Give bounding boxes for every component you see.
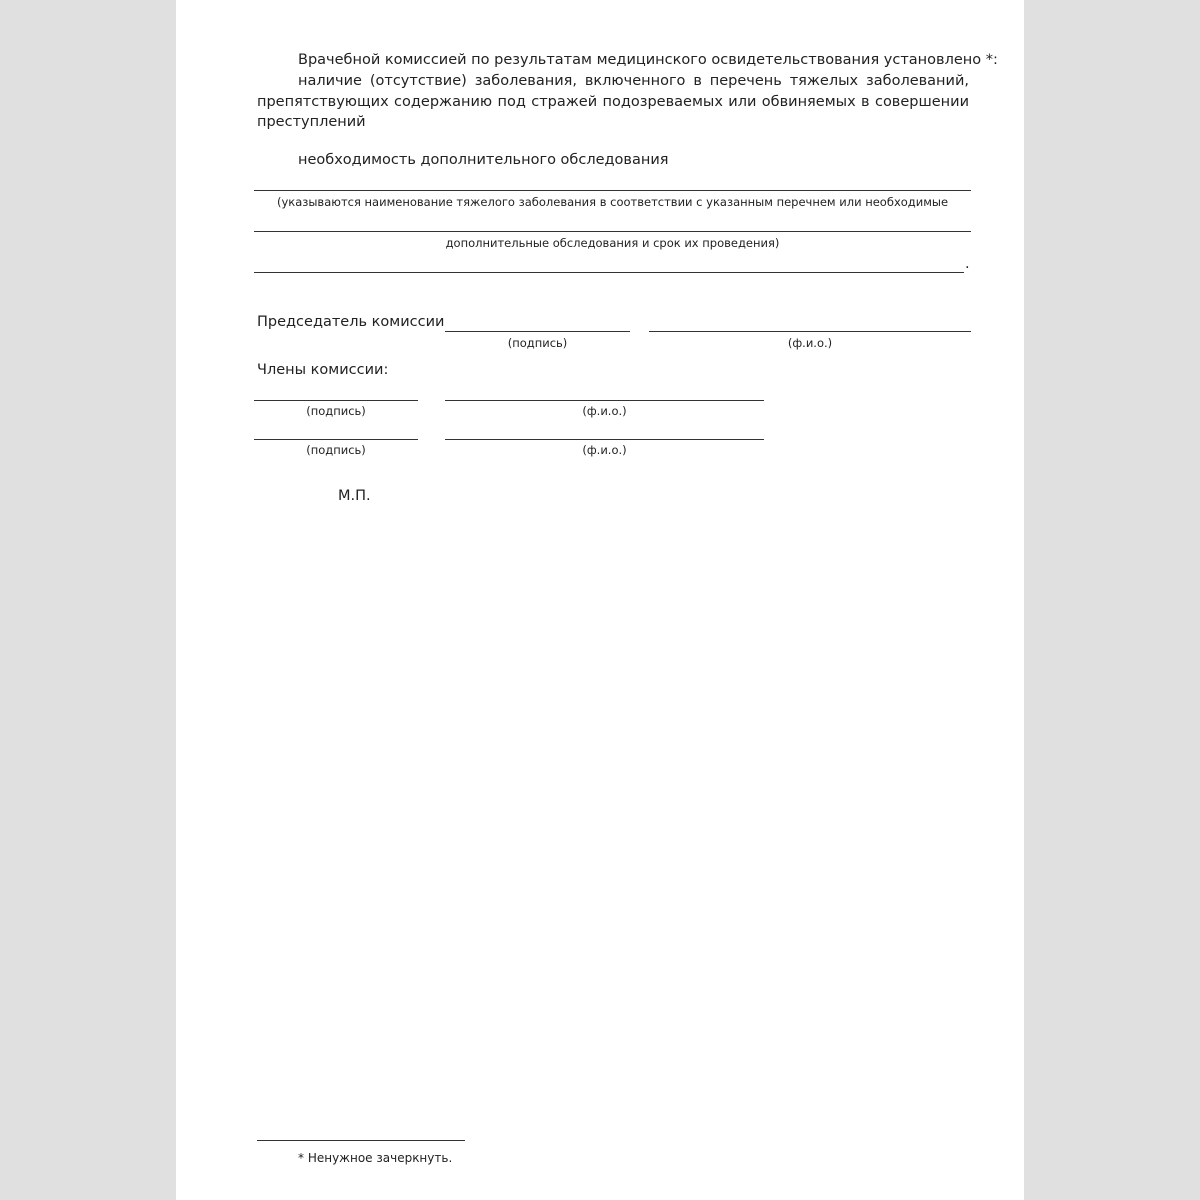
members-label: Члены комиссии: (257, 362, 389, 378)
member-1-name-line (445, 400, 764, 401)
member-2-signature-line (254, 439, 418, 440)
member-1-name-caption: (ф.и.о.) (582, 404, 627, 418)
member-2-name-line (445, 439, 764, 440)
finding-presence-text: наличие (отсутствие) заболевания, включенного в перечень тяжелых заболеваний, препятствующих содержанию под стражей подозреваемых или обвиняемых в совершении преступлений (257, 73, 969, 130)
member-1-signature-line (254, 400, 418, 401)
fill-caption-2: дополнительные обследования и срок их проведения) (445, 236, 780, 250)
chairman-signature-caption: (подпись) (507, 336, 568, 350)
intro-text: Врачебной комиссией по результатам медицинского освидетельствования установлено *: (298, 52, 998, 68)
chairman-name-caption: (ф.и.о.) (787, 336, 833, 350)
fill-line-2 (254, 231, 971, 232)
fill-line-period: . (965, 256, 970, 272)
seal-mark: М.П. (338, 488, 371, 504)
document-page (176, 0, 1024, 1200)
footnote-text: * Ненужное зачеркнуть. (298, 1151, 453, 1165)
fill-caption-1: (указываются наименование тяжелого заболевания в соответствии с указанным перечнем или необходимые (276, 195, 949, 209)
footnote-separator (257, 1140, 465, 1141)
member-1-signature-caption: (подпись) (306, 404, 366, 418)
fill-line-1 (254, 190, 971, 191)
member-2-signature-caption: (подпись) (306, 443, 366, 457)
chairman-name-line (649, 331, 971, 332)
chairman-label: Председатель комиссии (257, 314, 445, 330)
finding-additional-text: необходимость дополнительного обследования (298, 152, 669, 168)
fill-line-3 (254, 272, 964, 273)
chairman-signature-line (445, 331, 630, 332)
member-2-name-caption: (ф.и.о.) (582, 443, 627, 457)
